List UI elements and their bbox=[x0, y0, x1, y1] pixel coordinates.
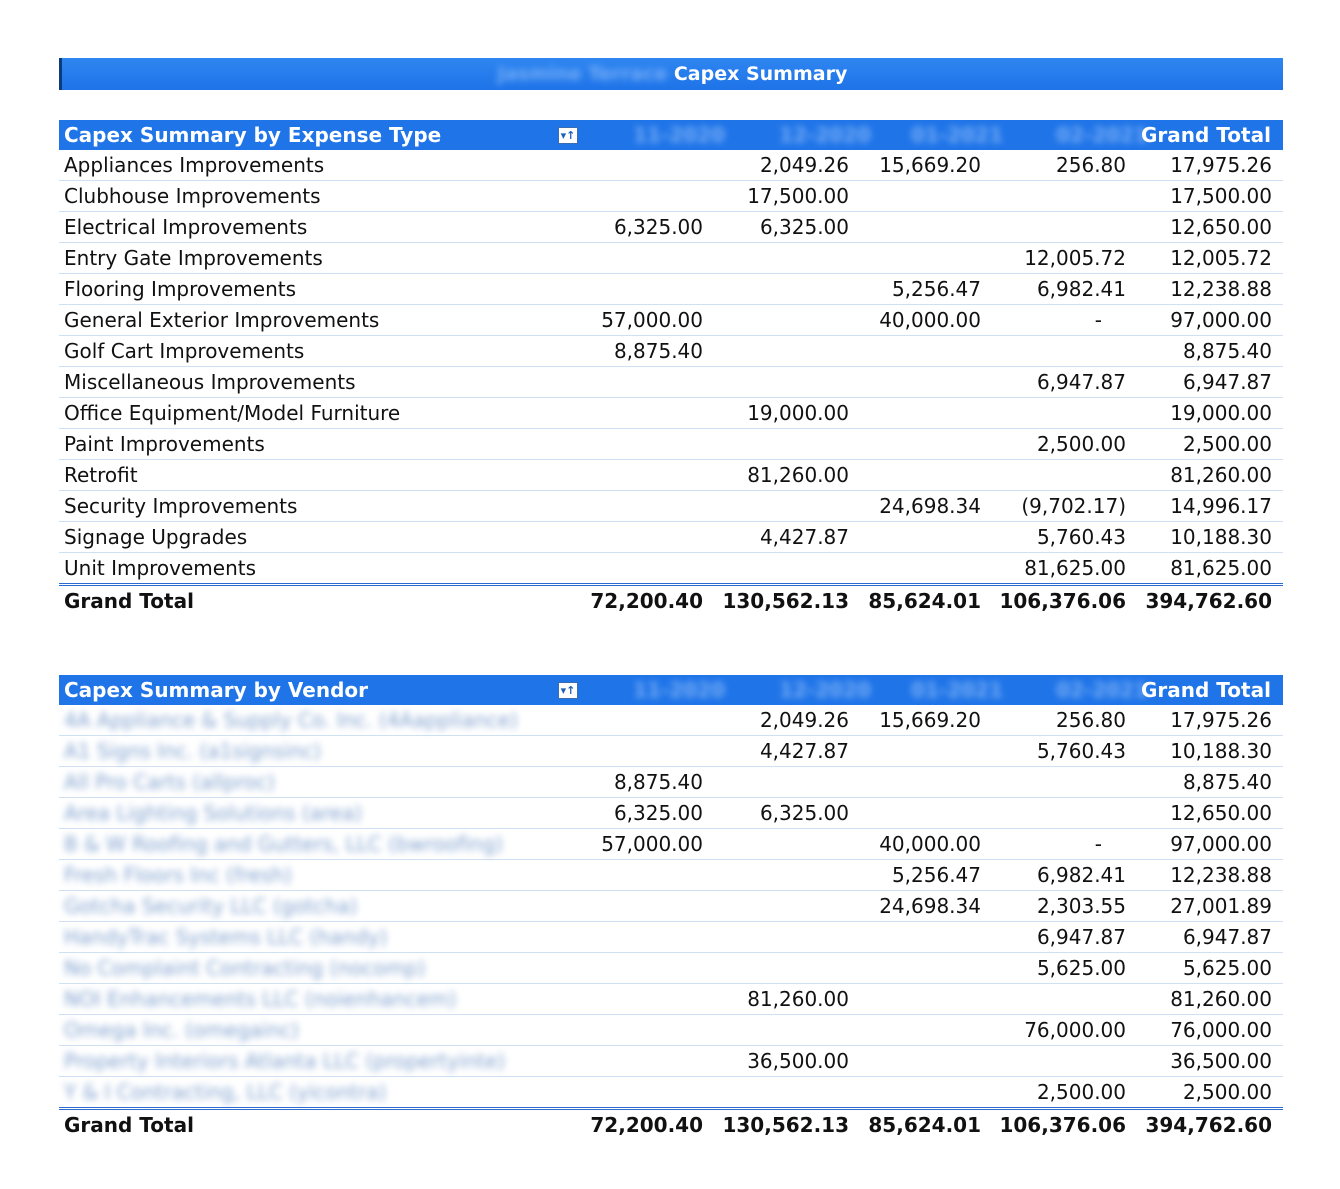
row-grand-total-cell: 394,762.60 bbox=[1145, 1113, 1272, 1137]
row-label: Property Interiors Atlanta LLC (propertyinte) bbox=[64, 1049, 506, 1073]
table-row[interactable] bbox=[59, 212, 1283, 243]
column-header-grand-total: Grand Total bbox=[1141, 678, 1271, 702]
row-label: Omega Inc. (omegainc) bbox=[64, 1018, 299, 1042]
row-grand-total-cell: 36,500.00 bbox=[1170, 1049, 1272, 1073]
row-grand-total-cell: 6,947.87 bbox=[1182, 925, 1272, 949]
value-cell: 6,325.00 bbox=[759, 801, 849, 825]
row-grand-total-cell: 17,975.26 bbox=[1170, 708, 1272, 732]
table-row[interactable] bbox=[59, 522, 1283, 553]
value-cell: 17,500.00 bbox=[747, 184, 849, 208]
row-label: NOI Enhancements LLC (noienhancem) bbox=[64, 987, 457, 1011]
row-grand-total-cell: 17,500.00 bbox=[1170, 184, 1272, 208]
value-cell: 256.80 bbox=[1056, 153, 1126, 177]
value-cell: 81,260.00 bbox=[747, 987, 849, 1011]
row-label: Electrical Improvements bbox=[64, 215, 308, 239]
table-row[interactable] bbox=[59, 367, 1283, 398]
table-row[interactable] bbox=[59, 798, 1283, 829]
value-cell: - bbox=[1094, 832, 1102, 856]
value-cell: 5,256.47 bbox=[891, 277, 981, 301]
row-grand-total-cell: 12,238.88 bbox=[1170, 277, 1272, 301]
value-cell: 106,376.06 bbox=[999, 1113, 1126, 1137]
value-cell: 5,760.43 bbox=[1036, 739, 1126, 763]
pivot-header-row bbox=[59, 120, 1283, 150]
table-row[interactable] bbox=[59, 1046, 1283, 1077]
row-grand-total-cell: 2,500.00 bbox=[1182, 432, 1272, 456]
table-row[interactable] bbox=[59, 829, 1283, 860]
row-label: Clubhouse Improvements bbox=[64, 184, 321, 208]
value-cell: 36,500.00 bbox=[747, 1049, 849, 1073]
table-row[interactable] bbox=[59, 860, 1283, 891]
table-row[interactable] bbox=[59, 953, 1283, 984]
vendor-table bbox=[59, 675, 1283, 1141]
value-cell: 130,562.13 bbox=[722, 589, 849, 613]
sort-filter-icon[interactable]: ▾↑ bbox=[558, 682, 578, 699]
report-title: Capex Summary bbox=[673, 63, 848, 85]
value-cell: 15,669.20 bbox=[879, 708, 981, 732]
row-grand-total-cell: 12,650.00 bbox=[1170, 215, 1272, 239]
row-grand-total-cell: 97,000.00 bbox=[1170, 832, 1272, 856]
value-cell: 6,325.00 bbox=[613, 215, 703, 239]
row-label: Golf Cart Improvements bbox=[64, 339, 305, 363]
value-cell: 85,624.01 bbox=[868, 589, 981, 613]
value-cell: 2,500.00 bbox=[1036, 1080, 1126, 1104]
column-header-period[interactable]: 11-2020 bbox=[633, 123, 725, 147]
row-label: Retrofit bbox=[64, 463, 138, 487]
table-row[interactable] bbox=[59, 736, 1283, 767]
row-label: Y & I Contracting, LLC (yicontra) bbox=[64, 1080, 387, 1104]
row-grand-total-cell: 12,238.88 bbox=[1170, 863, 1272, 887]
table-row[interactable] bbox=[59, 274, 1283, 305]
value-cell: (9,702.17) bbox=[1021, 494, 1126, 518]
column-header-period[interactable]: 12-2020 bbox=[779, 678, 871, 702]
row-grand-total-cell: 10,188.30 bbox=[1170, 525, 1272, 549]
table-row[interactable] bbox=[59, 1077, 1283, 1110]
value-cell: 6,947.87 bbox=[1036, 925, 1126, 949]
row-grand-total-cell: 14,996.17 bbox=[1170, 494, 1272, 518]
value-cell: - bbox=[1094, 308, 1102, 332]
value-cell: 57,000.00 bbox=[601, 308, 703, 332]
table-row[interactable] bbox=[59, 181, 1283, 212]
sort-filter-icon[interactable]: ▾↑ bbox=[558, 127, 578, 144]
row-label: Grand Total bbox=[64, 1113, 194, 1137]
row-grand-total-cell: 12,005.72 bbox=[1170, 246, 1272, 270]
value-cell: 57,000.00 bbox=[601, 832, 703, 856]
value-cell: 24,698.34 bbox=[879, 894, 981, 918]
value-cell: 4,427.87 bbox=[759, 525, 849, 549]
value-cell: 106,376.06 bbox=[999, 589, 1126, 613]
value-cell: 76,000.00 bbox=[1024, 1018, 1126, 1042]
value-cell: 81,625.00 bbox=[1024, 556, 1126, 580]
value-cell: 6,947.87 bbox=[1036, 370, 1126, 394]
row-grand-total-cell: 12,650.00 bbox=[1170, 801, 1272, 825]
table-row[interactable] bbox=[59, 398, 1283, 429]
row-label: A1 Signs Inc. (a1signsinc) bbox=[64, 739, 322, 763]
table-row[interactable] bbox=[59, 460, 1283, 491]
row-grand-total-cell: 19,000.00 bbox=[1170, 401, 1272, 425]
column-header-period[interactable]: 02-2021 bbox=[1056, 678, 1148, 702]
row-grand-total-cell: 81,625.00 bbox=[1170, 556, 1272, 580]
value-cell: 2,303.55 bbox=[1036, 894, 1126, 918]
row-label: Miscellaneous Improvements bbox=[64, 370, 356, 394]
row-label: Entry Gate Improvements bbox=[64, 246, 323, 270]
value-cell: 4,427.87 bbox=[759, 739, 849, 763]
row-grand-total-cell: 81,260.00 bbox=[1170, 463, 1272, 487]
row-label: Area Lighting Solutions (area) bbox=[64, 801, 363, 825]
column-header-period[interactable]: 12-2020 bbox=[779, 123, 871, 147]
value-cell: 5,625.00 bbox=[1036, 956, 1126, 980]
row-grand-total-cell: 10,188.30 bbox=[1170, 739, 1272, 763]
table-row[interactable] bbox=[59, 336, 1283, 367]
table-row[interactable] bbox=[59, 922, 1283, 953]
row-grand-total-cell: 81,260.00 bbox=[1170, 987, 1272, 1011]
grand-total-row[interactable] bbox=[59, 1110, 1283, 1141]
row-label: Office Equipment/Model Furniture bbox=[64, 401, 401, 425]
table-row[interactable] bbox=[59, 150, 1283, 181]
row-grand-total-cell: 394,762.60 bbox=[1145, 589, 1272, 613]
value-cell: 2,049.26 bbox=[759, 153, 849, 177]
value-cell: 6,982.41 bbox=[1036, 863, 1126, 887]
row-grand-total-cell: 2,500.00 bbox=[1182, 1080, 1272, 1104]
row-label: HandyTrac Systems LLC (handy) bbox=[64, 925, 388, 949]
row-label: Paint Improvements bbox=[64, 432, 265, 456]
row-label: Flooring Improvements bbox=[64, 277, 297, 301]
row-grand-total-cell: 8,875.40 bbox=[1182, 339, 1272, 363]
pivot-header-label: Capex Summary by Vendor bbox=[64, 678, 369, 702]
table-row[interactable] bbox=[59, 553, 1283, 586]
report-title-bar bbox=[59, 58, 1283, 90]
row-grand-total-cell: 17,975.26 bbox=[1170, 153, 1272, 177]
expense-type-table bbox=[59, 120, 1283, 617]
column-header-period[interactable]: 01-2021 bbox=[911, 123, 1003, 147]
value-cell: 6,325.00 bbox=[613, 801, 703, 825]
column-header-period[interactable]: 02-2021 bbox=[1056, 123, 1148, 147]
value-cell: 8,875.40 bbox=[613, 770, 703, 794]
pivot-header-label: Capex Summary by Expense Type bbox=[64, 123, 442, 147]
value-cell: 72,200.40 bbox=[590, 589, 703, 613]
column-header-period[interactable]: 11-2020 bbox=[633, 678, 725, 702]
row-label: Grand Total bbox=[64, 589, 194, 613]
row-label: All Pro Carts (allproc) bbox=[64, 770, 275, 794]
row-label: Signage Upgrades bbox=[64, 525, 248, 549]
value-cell: 5,760.43 bbox=[1036, 525, 1126, 549]
value-cell: 19,000.00 bbox=[747, 401, 849, 425]
grand-total-row[interactable] bbox=[59, 586, 1283, 617]
value-cell: 2,049.26 bbox=[759, 708, 849, 732]
column-header-period[interactable]: 01-2021 bbox=[911, 678, 1003, 702]
table-row[interactable] bbox=[59, 243, 1283, 274]
value-cell: 72,200.40 bbox=[590, 1113, 703, 1137]
row-grand-total-cell: 8,875.40 bbox=[1182, 770, 1272, 794]
row-label: No Complaint Contracting (nocomp) bbox=[64, 956, 426, 980]
value-cell: 6,982.41 bbox=[1036, 277, 1126, 301]
value-cell: 5,256.47 bbox=[891, 863, 981, 887]
value-cell: 130,562.13 bbox=[722, 1113, 849, 1137]
row-label: General Exterior Improvements bbox=[64, 308, 380, 332]
value-cell: 24,698.34 bbox=[879, 494, 981, 518]
row-label: Gotcha Security LLC (gotcha) bbox=[64, 894, 358, 918]
row-label: Security Improvements bbox=[64, 494, 298, 518]
table-row[interactable] bbox=[59, 891, 1283, 922]
value-cell: 40,000.00 bbox=[879, 832, 981, 856]
row-label: Unit Improvements bbox=[64, 556, 257, 580]
table-row[interactable] bbox=[59, 705, 1283, 736]
table-row[interactable] bbox=[59, 305, 1283, 336]
row-grand-total-cell: 97,000.00 bbox=[1170, 308, 1272, 332]
value-cell: 8,875.40 bbox=[613, 339, 703, 363]
value-cell: 15,669.20 bbox=[879, 153, 981, 177]
column-header-grand-total: Grand Total bbox=[1141, 123, 1271, 147]
row-grand-total-cell: 5,625.00 bbox=[1182, 956, 1272, 980]
row-label: Fresh Floors Inc (fresh) bbox=[64, 863, 292, 887]
value-cell: 85,624.01 bbox=[868, 1113, 981, 1137]
value-cell: 81,260.00 bbox=[747, 463, 849, 487]
value-cell: 2,500.00 bbox=[1036, 432, 1126, 456]
row-label: B & W Roofing and Gutters, LLC (bwroofing) bbox=[64, 832, 503, 856]
value-cell: 6,325.00 bbox=[759, 215, 849, 239]
row-label: Appliances Improvements bbox=[64, 153, 325, 177]
row-grand-total-cell: 27,001.89 bbox=[1170, 894, 1272, 918]
table-row[interactable] bbox=[59, 767, 1283, 798]
row-grand-total-cell: 6,947.87 bbox=[1182, 370, 1272, 394]
pivot-header-row bbox=[59, 675, 1283, 705]
value-cell: 256.80 bbox=[1056, 708, 1126, 732]
value-cell: 40,000.00 bbox=[879, 308, 981, 332]
property-name: Jasmine Terrace bbox=[497, 63, 668, 85]
value-cell: 12,005.72 bbox=[1024, 246, 1126, 270]
table-row[interactable] bbox=[59, 429, 1283, 460]
row-label: 4A Appliance & Supply Co. Inc. (4Aappliance) bbox=[64, 708, 518, 732]
row-grand-total-cell: 76,000.00 bbox=[1170, 1018, 1272, 1042]
table-row[interactable] bbox=[59, 984, 1283, 1015]
table-row[interactable] bbox=[59, 1015, 1283, 1046]
table-row[interactable] bbox=[59, 491, 1283, 522]
